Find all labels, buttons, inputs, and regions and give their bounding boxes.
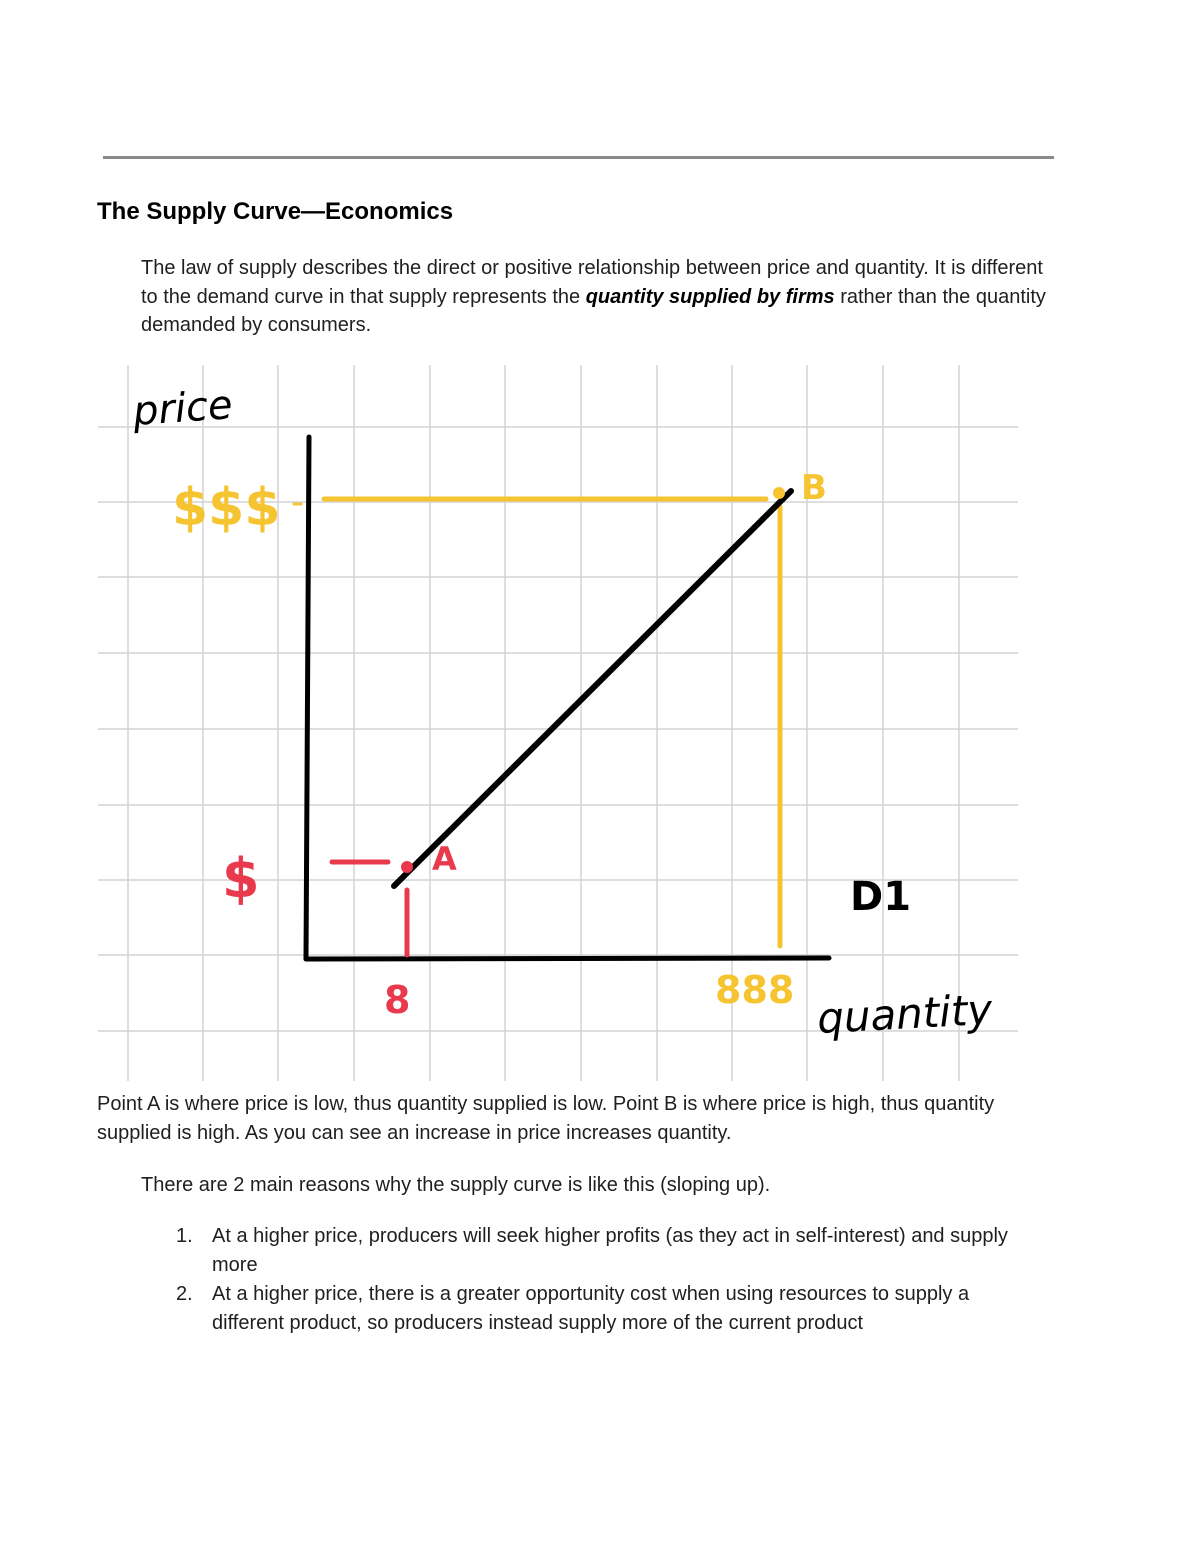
quantity-axis — [306, 958, 829, 959]
low-quantity-label: 8 — [384, 978, 411, 1022]
intro-emphasis: quantity supplied by firms — [585, 285, 835, 308]
list-item — [141, 1280, 1041, 1337]
reasons-list — [141, 1222, 1041, 1338]
high-price-label: $$$ — [172, 478, 281, 538]
explanation-paragraph: Point A is where price is low, thus quantity supplied is low. Point B is where price is high, thus quantity supplied is high. As you can see an increase in price increases quantity. — [97, 1093, 995, 1144]
supply-curve-figure — [98, 365, 1022, 1085]
price-axis — [306, 437, 309, 959]
point-a-dot — [401, 861, 413, 873]
list-number: 1. — [176, 1225, 193, 1247]
point-b-label: B — [801, 468, 827, 508]
intro-paragraph — [141, 254, 1061, 340]
list-text: At a higher price, there is a greater opportunity cost when using resources to supply a different product, so producers instead supply more of the current product — [212, 1283, 970, 1334]
low-price-label: $ — [222, 847, 260, 910]
list-item — [141, 1222, 1041, 1279]
page-title: The Supply Curve—Economics — [97, 198, 454, 225]
high-quantity-label: 888 — [715, 968, 795, 1012]
intro-text-2: rather than the quantity demanded by consumers. — [141, 285, 1046, 336]
list-text: At a higher price, producers will seek higher profits (as they act in self-interest) and supply more — [212, 1225, 1008, 1276]
supply-curve-sketch — [98, 365, 1022, 1085]
top-divider — [103, 156, 1054, 159]
list-number: 2. — [176, 1283, 193, 1305]
reasons-intro: There are 2 main reasons why the supply curve is like this (sloping up). — [141, 1174, 771, 1196]
curve-label: D1 — [850, 874, 912, 920]
x-axis-label: quantity — [815, 984, 994, 1043]
point-a-label: A — [432, 840, 457, 878]
point-b-dot — [773, 487, 785, 499]
y-axis-label: price — [131, 382, 235, 435]
intro-text-1: The law of supply describes the direct or positive relationship between price and quantity. It is different to the demand curve in that supply represents the — [141, 257, 1043, 308]
